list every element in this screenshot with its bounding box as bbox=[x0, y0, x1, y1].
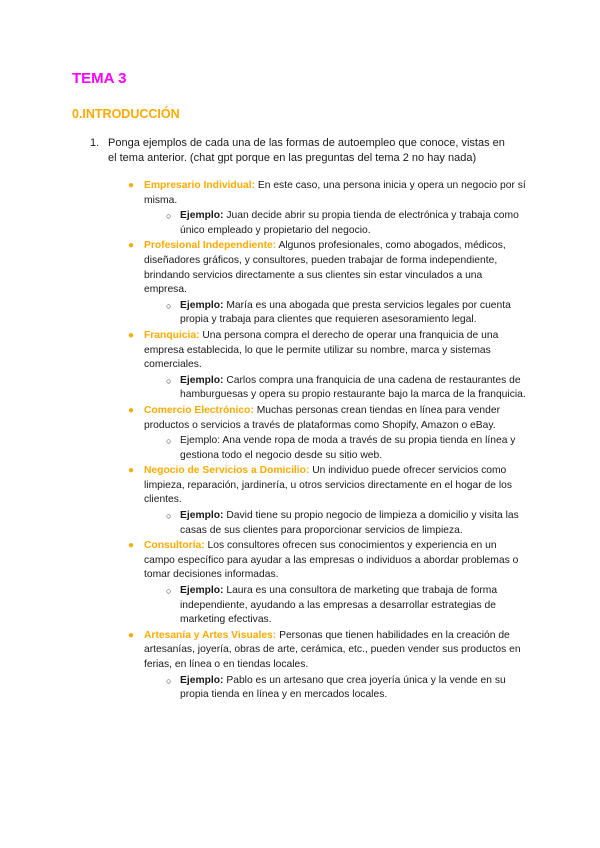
sub-bullet-icon: ○ bbox=[166, 436, 172, 447]
example bbox=[144, 674, 526, 703]
example bbox=[144, 299, 526, 328]
question bbox=[90, 136, 510, 166]
bullet-icon: ● bbox=[128, 540, 135, 552]
item-text: Algunos profesionales, como abogados, médicos, diseñadores gráficos, y consultores, pueden trabajar de forma independiente, brindando servicios directamente a sus clientes sin estar vinculados a una empresa. bbox=[144, 240, 506, 296]
item-text: Un individuo puede ofrecer servicios como limpieza, reparación, jardinería, u otros servicios directamente en el hogar de los clientes. bbox=[144, 465, 513, 506]
example-text: Juan decide abrir su propia tienda de electrónica y trabaja como único empleado y propietario del negocio. bbox=[180, 210, 519, 236]
list-item bbox=[126, 629, 526, 703]
bullet-icon: ● bbox=[128, 404, 135, 416]
question-number: 1. bbox=[90, 137, 100, 149]
item-term: Profesional Independiente: bbox=[144, 240, 277, 252]
item-text: En este caso, una persona inicia y opera un negocio por sí misma. bbox=[144, 180, 526, 206]
example bbox=[144, 509, 526, 538]
example-label: Ejemplo: bbox=[180, 585, 224, 597]
example-text: Carlos compra una franquicia de una cadena de restaurantes de hamburguesas y opera su propio restaurante bajo la marca de la franquicia. bbox=[180, 374, 526, 401]
item-term: Negocio de Servicios a Domicilio: bbox=[144, 465, 310, 477]
example-text: Pablo es un artesano que crea joyería única y la vende en su propia tienda en línea y en mercados locales. bbox=[180, 674, 506, 701]
sub-bullet-icon: ○ bbox=[166, 211, 172, 222]
list-item bbox=[126, 179, 526, 238]
bullet-icon: ● bbox=[128, 180, 135, 191]
bullet-icon: ● bbox=[128, 465, 135, 477]
sub-bullet-icon: ○ bbox=[166, 375, 172, 386]
list-item bbox=[126, 404, 526, 463]
item-term: Franquicia: bbox=[144, 329, 200, 341]
example-label: Ejemplo: bbox=[180, 210, 224, 222]
example bbox=[144, 584, 526, 628]
list-item bbox=[126, 239, 526, 328]
example bbox=[144, 434, 526, 463]
example-label: Ejemplo: bbox=[180, 299, 224, 311]
item-text: Muchas personas crean tiendas en línea para vender productos o servicios a través de plataformas como Shopify, Amazon o eBay. bbox=[144, 404, 500, 431]
bullet-icon: ● bbox=[128, 629, 135, 641]
list-item bbox=[126, 464, 526, 538]
example-text: Laura es una consultora de marketing que trabaja de forma independiente, ayudando a las empresas a desarrollar estrategias de marketing efectivas. bbox=[180, 585, 498, 626]
item-text: Una persona compra el derecho de operar una franquicia de una empresa establecida, lo que le permite utilizar su nombre, marca y sistemas comerciales. bbox=[144, 329, 499, 371]
example bbox=[144, 209, 526, 238]
page-heading: TEMA 3 bbox=[72, 70, 127, 87]
example-text: David tiene su propio negocio de limpieza a domicilio y visita las casas de sus clientes para proporcionar servicios de limpieza. bbox=[180, 510, 519, 536]
example-label: Ejemplo: bbox=[180, 510, 224, 522]
item-term: Consultoría: bbox=[144, 540, 205, 552]
list-item bbox=[126, 539, 526, 628]
example-label: Ejemplo: bbox=[180, 674, 224, 686]
example-label: Ejemplo: bbox=[180, 374, 224, 386]
item-text: Personas que tienen habilidades en la creación de artesanías, joyería, obras de arte, cerámica, etc., pueden vender sus productos en ferias, en línea o en tiendas locales. bbox=[144, 629, 521, 670]
bullet-icon: ● bbox=[128, 329, 135, 341]
item-term: Comercio Electrónico: bbox=[144, 404, 254, 416]
sub-bullet-icon: ○ bbox=[166, 675, 172, 686]
sub-bullet-icon: ○ bbox=[166, 300, 172, 311]
item-text: Los consultores ofrecen sus conocimientos y experiencia en un campo específico para ayudar a las empresas o individuos a abordar problemas o tomar decisiones informadas. bbox=[144, 540, 519, 581]
sub-bullet-icon: ○ bbox=[166, 511, 172, 522]
example-text: Ejemplo: Ana vende ropa de moda a través de su propia tienda en línea y gestiona todo el negocio desde su sitio web. bbox=[180, 435, 516, 461]
list-item bbox=[126, 329, 526, 403]
example bbox=[144, 374, 526, 403]
section-title: 0.INTRODUCCIÓN bbox=[72, 107, 180, 121]
item-term: Empresario Individual: bbox=[144, 180, 256, 191]
sub-bullet-icon: ○ bbox=[166, 586, 172, 597]
question-text: Ponga ejemplos de cada una de las formas de autoempleo que conoce, vistas en el tema anterior. (chat gpt porque en las preguntas del tema 2 no hay nada) bbox=[108, 137, 505, 164]
example-text: María es una abogada que presta servicios legales por cuenta propia y trabaja para clientes que requieren asesoramiento legal. bbox=[180, 299, 511, 326]
bullet-icon: ● bbox=[128, 240, 135, 252]
autoempleo-list bbox=[126, 179, 526, 704]
item-term: Artesanía y Artes Visuales: bbox=[144, 629, 277, 641]
